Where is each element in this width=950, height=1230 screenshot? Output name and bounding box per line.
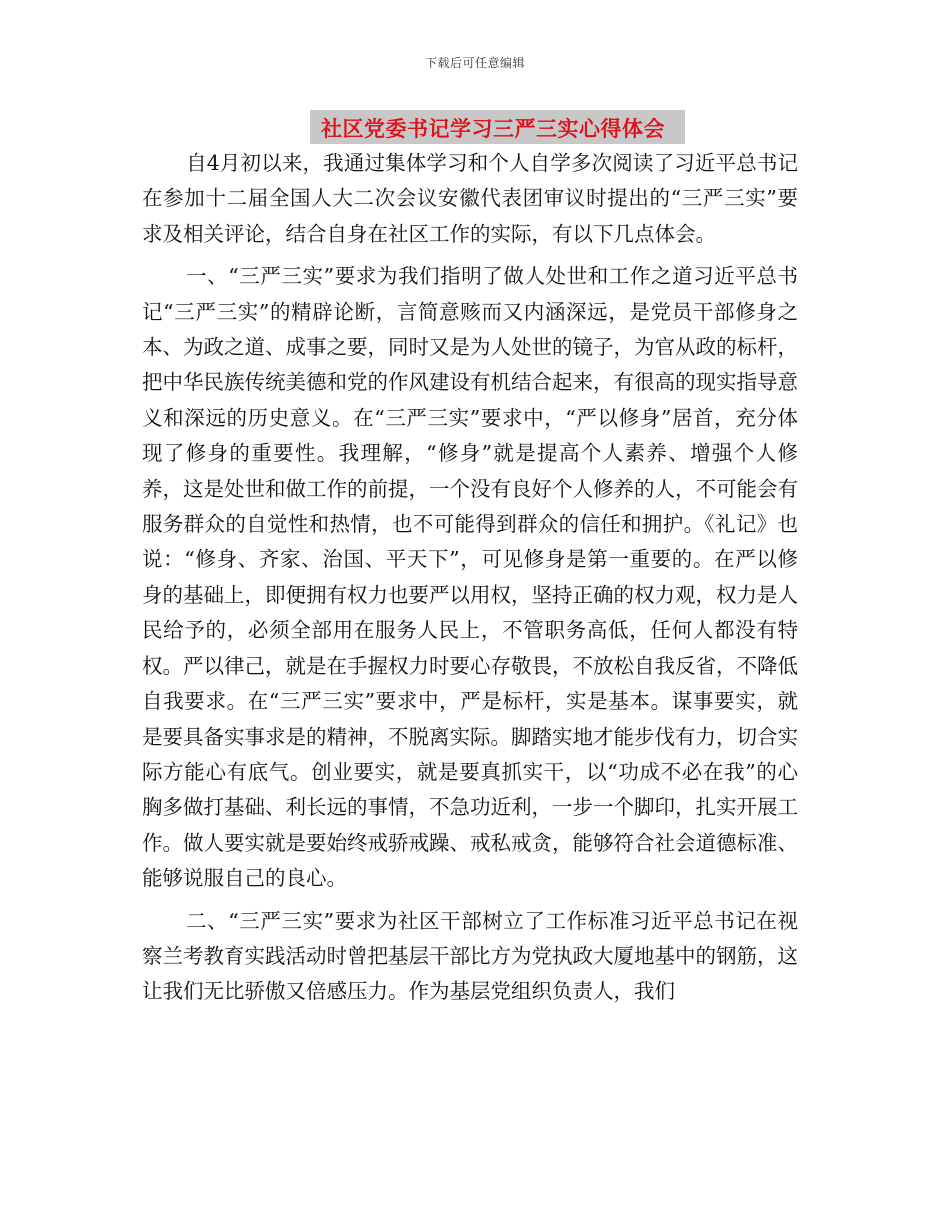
document-title: 社区党委书记学习三严三实心得体会 [321,116,665,141]
paragraph-intro: 自4月初以来，我通过集体学习和个人自学多次阅读了习近平总书记在参加十二届全国人大二次会议安徽代表团审议时提出的“三严三实”要求及相关评论，结合自身在社区工作的实际，有以下几点体会。 [142,151,798,246]
header-note: 下载后可任意编辑 [424,56,525,70]
paragraph-section-two: 二、“三严三实”要求为社区干部树立了工作标准习近平总书记在视察兰考教育实践活动时曾把基层干部比方为党执政大厦地基中的钢筋，这让我们无比骄傲又倍感压力。作为基层党组织负责人，我们 [142,908,798,1004]
document-body [142,146,798,1017]
paragraph-section-one: 一、“三严三实”要求为我们指明了做人处世和工作之道习近平总书记“三严三实”的精辟论断，言简意赅而又内涵深远，是党员干部修身之本、为政之道、成事之要，同时又是为人处世的镜子，为官从政的标杆，把中华民族传统美德和党的作风建设有机结合起来，有很高的现实指导意义和深远的历史意义。在“三严三实”要求中，“严以修身”居首，充分体现了修身的重要性。我理解，“修身”就是提高个人素养、增强个人修养，这是处世和做工作的前提，一个没有良好个人修养的人，不可能会有服务群众的自觉性和热情，也不可能得到群众的信任和拥护。《礼记》也说：“修身、齐家、治国、平天下”，可见修身是第一重要的。在严以修身的基础上，即便拥有权力也要严以用权，坚持正确的权力观，权力是人民给予的，必须全部用在服务人民上，不管职务高低，任何人都没有特权。严以律己，就是在手握权力时要心存敬畏，不放松自我反省，不降低自我要求。在“三严三实”要求中，严是标杆，实是基本。谋事要实，就是要具备实事求是的精神，不脱离实际。脚踏实地才能步伐有力，切合实际方能心有底气。创业要实，就是要真抓实干，以“功成不必在我”的心胸多做打基础、利长远的事情，不急功近利，一步一个脚印，扎实开展工作。做人要实就是要始终戒骄戒躁、戒私戒贪，能够符合社会道德标准、能够说服自己的良心。 [142,264,798,891]
